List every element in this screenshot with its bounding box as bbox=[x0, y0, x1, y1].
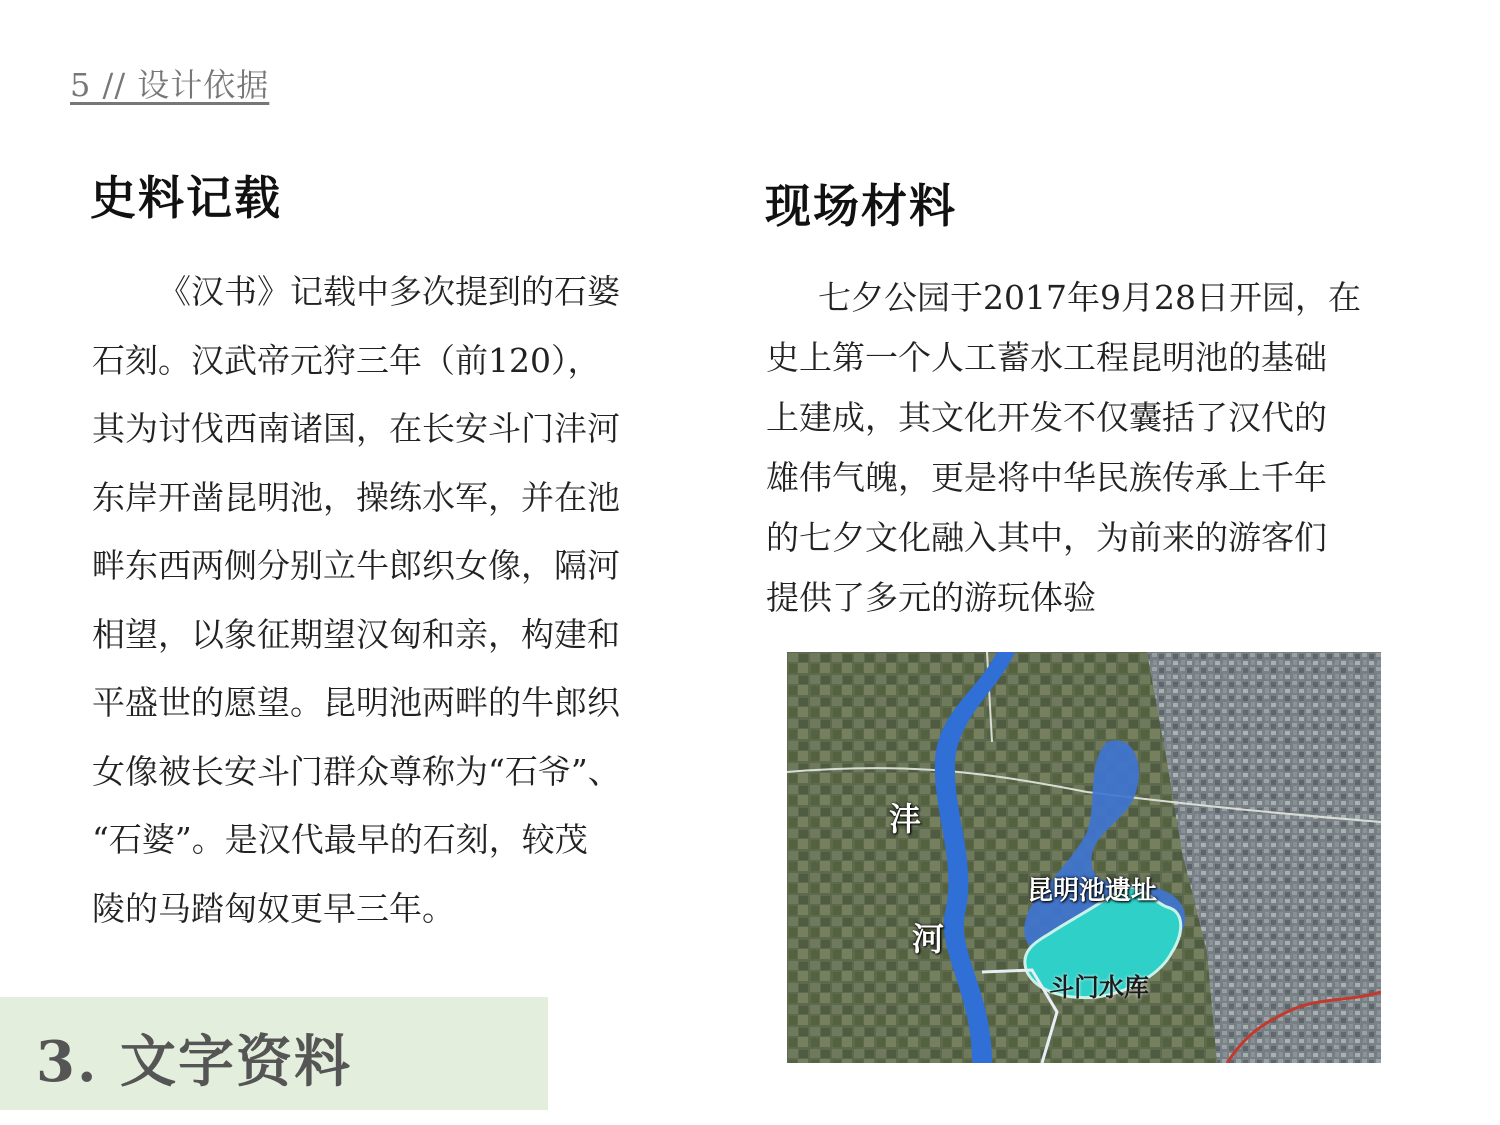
text-line: 陵的马踏匈奴更早三年。 bbox=[92, 888, 455, 928]
text-line: 七夕公园于2017年9月28日开园，在 bbox=[818, 278, 1361, 317]
text-line: “石婆”。是汉代最早的石刻，较茂 bbox=[92, 820, 588, 859]
text-line: 东岸开凿昆明池，操练水军，并在池 bbox=[92, 477, 620, 517]
text-line: 石刻。汉武帝元狩三年（前120）， bbox=[92, 340, 601, 380]
text-line: 女像被长安斗门群众尊称为“石爷”、 bbox=[92, 751, 621, 791]
map-label-he: 河 bbox=[912, 920, 945, 958]
text-line: 其为讨伐西南诸国，在长安斗门沣河 bbox=[92, 409, 620, 448]
map-label-doumen-reservoir: 斗门水库 bbox=[1049, 973, 1150, 1002]
site-materials-heading: 现场材料 bbox=[765, 179, 957, 233]
section-title: 3. 文字资料 bbox=[36, 1029, 352, 1095]
satellite-map-image bbox=[787, 652, 1381, 1063]
map-label-kunming-lake: 昆明池遗址 bbox=[1027, 876, 1158, 906]
text-line: 平盛世的愿望。昆明池两畔的牛郎织 bbox=[92, 683, 620, 722]
text-line: 相望，以象征期望汉匈和亲，构建和 bbox=[92, 614, 620, 654]
text-line: 史上第一个人工蓄水工程昆明池的基础 bbox=[766, 338, 1327, 377]
text-line: 上建成，其文化开发不仅囊括了汉代的 bbox=[766, 398, 1327, 437]
text-line: 《汉书》记载中多次提到的石婆 bbox=[158, 272, 620, 311]
page-section-label: 5 // 设计依据 bbox=[70, 66, 270, 104]
site-materials-text bbox=[766, 268, 1386, 628]
text-line: 提供了多元的游玩体验 bbox=[766, 578, 1096, 617]
text-line: 雄伟气魄，更是将中华民族传承上千年 bbox=[766, 458, 1327, 497]
text-line: 的七夕文化融入其中，为前来的游客们 bbox=[766, 518, 1327, 557]
map-label-feng: 沣 bbox=[889, 800, 922, 838]
historical-records-heading: 史料记载 bbox=[90, 171, 282, 225]
historical-records-text bbox=[92, 258, 682, 943]
text-line: 畔东西两侧分别立牛郎织女像，隔河 bbox=[92, 546, 620, 585]
